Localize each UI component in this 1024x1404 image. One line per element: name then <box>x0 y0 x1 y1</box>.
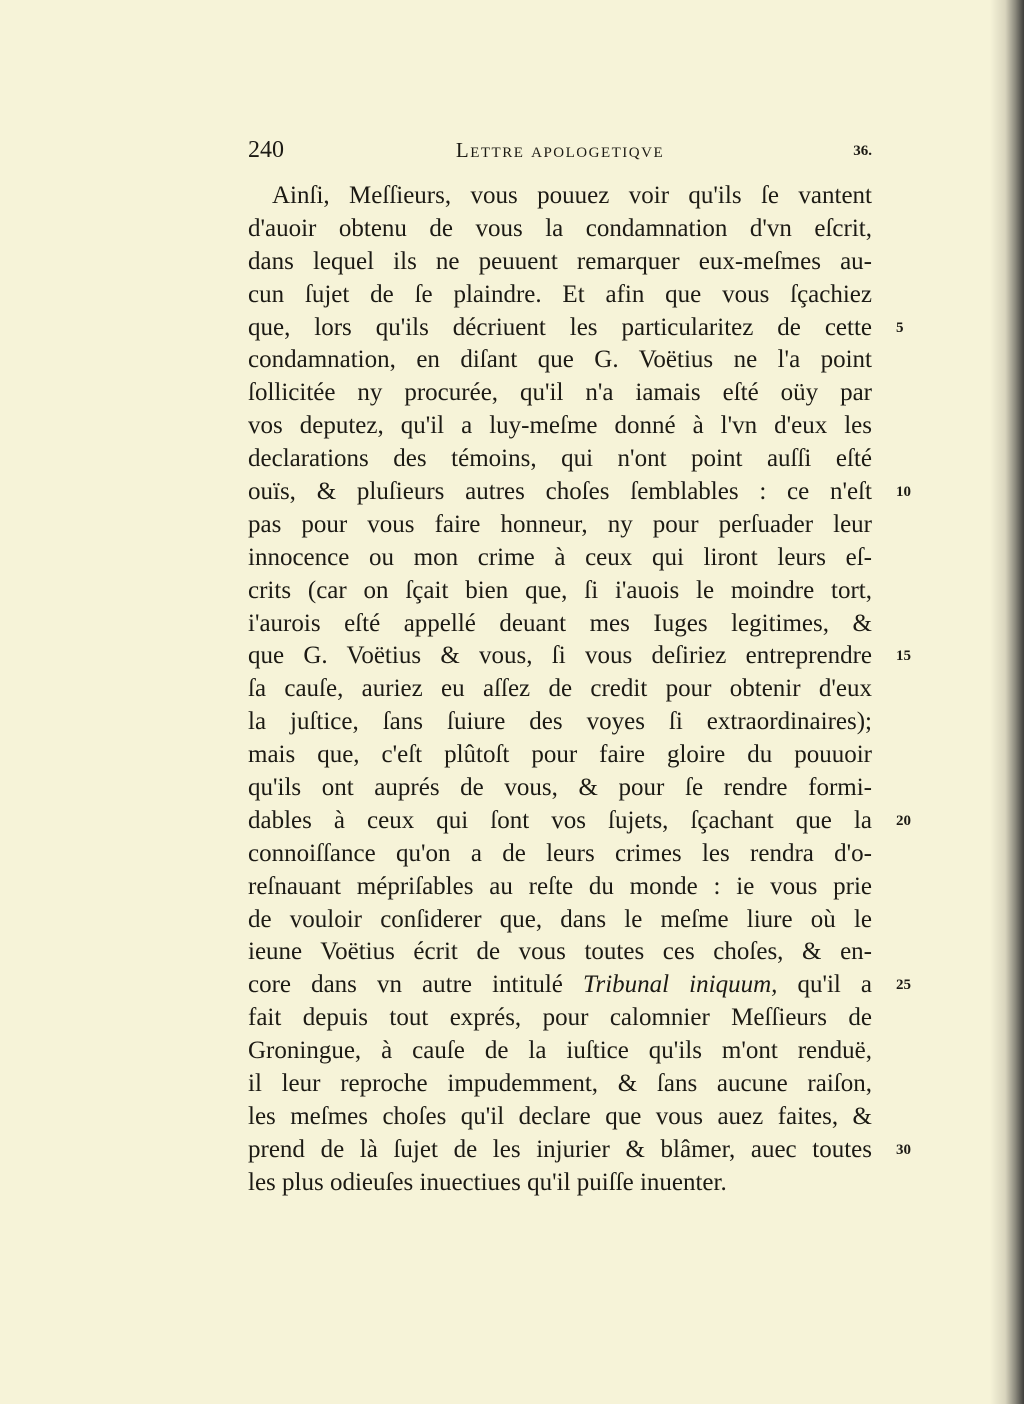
text-line <box>248 673 872 706</box>
page-edge-shadow <box>990 0 1024 1404</box>
line-text: mais que, c'eſt plûtoſt pour faire gloire du pouuoir <box>248 741 872 769</box>
text-line <box>248 904 872 937</box>
signature-mark: 36. <box>853 143 872 159</box>
line-text: pas pour vous faire honneur, ny pour perſuader leur <box>248 510 872 538</box>
line-text: cun ſujet de ſe plaindre. Et afin que vous ſçachiez <box>248 280 872 308</box>
text-line <box>248 838 872 871</box>
line-text: connoiſſance qu'on a de leurs crimes les rendra d'o- <box>248 839 872 867</box>
line-text: condamnation, en diſant que G. Voëtius ne l'a point <box>248 346 872 374</box>
line-text: Groningue, à cauſe de la iuſtice qu'ils m'ont renduë, <box>248 1037 872 1065</box>
line-text: de vouloir conſiderer que, dans le meſme liure où le <box>248 905 872 933</box>
text-line <box>248 969 911 1002</box>
line-number: 30 <box>896 1141 911 1158</box>
text-line <box>248 476 911 509</box>
text-line <box>248 246 872 279</box>
text-line <box>248 640 911 673</box>
text-line <box>248 871 872 904</box>
line-text: que G. Voëtius & vous, ſi vous deſiriez entreprendre <box>248 642 872 670</box>
line-text: ouïs, & pluſieurs autres choſes ſemblables : ce n'eſt <box>248 478 872 506</box>
line-number: 20 <box>896 812 911 829</box>
text-line <box>248 542 872 575</box>
italic-title: Tribunal iniquum, <box>582 971 778 999</box>
line-text: les meſmes choſes qu'il declare que vous auez faites, & <box>248 1102 872 1130</box>
line-text: i'aurois eſté appellé deuant mes Iuges legitimes, & <box>248 609 872 637</box>
text-line <box>248 575 872 608</box>
line-text: d'auoir obtenu de vous la condamnation d'vn eſcrit, <box>248 214 872 242</box>
line-text: innocence ou mon crime à ceux qui liront leurs eſ- <box>248 543 872 571</box>
line-text: que, lors qu'ils décriuent les particularitez de cette <box>248 313 872 341</box>
text-line <box>248 936 872 969</box>
text-line <box>248 772 872 805</box>
line-text: prend de là ſujet de les injurier & blâmer, auec toutes <box>248 1135 872 1163</box>
line-text: la juſtice, ſans ſuiure des voyes ſi extraordinaires); <box>248 708 872 736</box>
line-text: qu'ils ont auprés de vous, & pour ſe rendre formi- <box>248 774 872 802</box>
line-number: 25 <box>896 977 911 994</box>
line-text: Ainſi, Meſſieurs, vous pouuez voir qu'ils ſe vantent <box>272 182 872 209</box>
line-text: les plus odieuſes inuectiues qu'il puiſſe inuenter. <box>248 1168 727 1196</box>
line-text: reſnauant mépriſables au reſte du monde : ie vous prie <box>248 872 872 900</box>
line-number: 10 <box>896 484 911 501</box>
line-text-continued: qu'il a <box>777 971 872 999</box>
text-line <box>248 410 872 443</box>
text-line <box>248 706 872 739</box>
line-text: dans lequel ils ne peuuent remarquer eux-meſmes au- <box>248 247 872 275</box>
text-line <box>248 213 872 246</box>
line-text: il leur reproche impudemment, & ſans aucune raiſon, <box>248 1070 872 1098</box>
text-line <box>248 1035 872 1068</box>
text-line <box>248 180 872 213</box>
running-title: Lettre apologetiqve <box>455 138 665 162</box>
text-line <box>248 312 904 345</box>
text-line <box>248 1068 872 1101</box>
line-text: ſollicitée ny procurée, qu'il n'a iamais eſté oüy par <box>248 379 872 407</box>
line-text: dables à ceux qui ſont vos ſujets, ſçachant que la <box>248 806 872 834</box>
line-text: crits (car on ſçait bien que, ſi i'auois le moindre tort, <box>248 576 872 604</box>
text-line <box>248 1134 911 1167</box>
line-text: core dans vn autre intitulé <box>248 971 583 999</box>
page-number: 240 <box>248 137 284 163</box>
line-number: 5 <box>896 319 904 336</box>
text-line <box>248 279 872 312</box>
text-line <box>248 1167 872 1200</box>
text-line <box>248 805 911 838</box>
text-line <box>248 509 872 542</box>
line-text: vos deputez, qu'il a luy-meſme donné à l'vn d'eux les <box>248 412 872 440</box>
text-line <box>248 344 872 377</box>
text-line <box>248 1002 872 1035</box>
running-head <box>248 134 872 166</box>
body-text <box>248 180 911 1200</box>
line-text: ieune Voëtius écrit de vous toutes ces choſes, & en- <box>248 938 872 966</box>
text-line <box>248 1101 872 1134</box>
line-text: declarations des témoins, qui n'ont point auſſi eſté <box>248 445 872 473</box>
text-line <box>248 608 872 641</box>
text-line <box>248 377 872 410</box>
text-line <box>248 443 872 476</box>
line-text: ſa cauſe, auriez eu aſſez de credit pour obtenir d'eux <box>248 675 872 703</box>
line-number: 15 <box>896 648 911 665</box>
text-line <box>248 739 872 772</box>
line-text: fait depuis tout exprés, pour calomnier Meſſieurs de <box>248 1004 872 1032</box>
